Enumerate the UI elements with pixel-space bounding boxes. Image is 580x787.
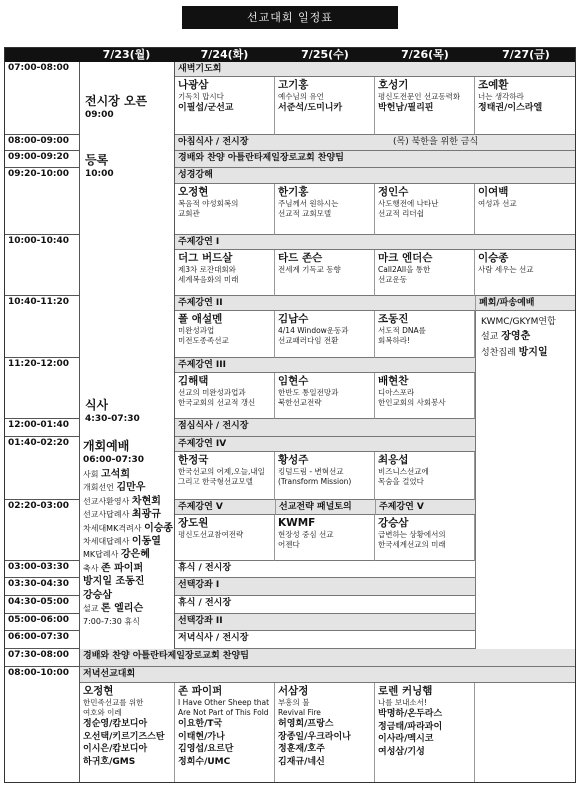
header-corner (5, 48, 79, 62)
rest-bar-2: 휴식 / 전시장 (175, 596, 475, 614)
keynote-5-bar: 주제강연 V (175, 500, 275, 515)
time-slot: 04:30-05:00 (5, 596, 79, 614)
session-title: 여성과 선교 (478, 199, 517, 208)
program-person: 고석희 (101, 469, 130, 480)
session-title: 평신도선교참여전략 (178, 530, 244, 539)
session-title: 현장성 중심 선교 어젠다 (278, 530, 334, 549)
speaker-name: 고기홍 (278, 79, 309, 91)
opening-program-list (83, 468, 173, 629)
keynote-3-session (275, 373, 375, 419)
closing-worship-bar: 폐회/파송예배 (475, 296, 576, 311)
program-person: 강은혜 (120, 549, 150, 561)
speaker-name: 김남수 (278, 313, 309, 325)
session-title: 비즈니스선교에 목숨을 걸었다 (378, 467, 429, 486)
evening-rally-bar: 저녁선교대회 (80, 667, 576, 683)
time-slot: 03:00-03:30 (5, 561, 79, 578)
dawn-prayer-bar: 새벽기도회 (175, 62, 576, 77)
program-line (83, 615, 173, 628)
program-role: 개회선언 (83, 483, 117, 493)
speaker-name: 임현수 (278, 375, 309, 387)
dawn-leader: 정태권/이스라엘 (478, 103, 543, 113)
missionary-speaker: 허영희/프랑스 (278, 719, 334, 729)
missionary-speaker: 이요한/T국 (178, 719, 223, 729)
speaker-name: 로렌 커닝햄 (378, 685, 433, 697)
schedule-grid (4, 47, 576, 783)
missionary-speaker: 정순영/캄보디아 (83, 719, 148, 729)
missionary-speaker: 오선택/키르기즈스탄 (83, 731, 165, 742)
session-title: 4/14 Window운동과 선교패러다임 전환 (278, 326, 349, 345)
meal-time: 4:30-07:30 (85, 414, 140, 424)
speaker-name: 마크 엔더슨 (378, 252, 433, 264)
speaker-name: 한기홍 (278, 186, 309, 198)
program-line (83, 495, 173, 508)
speaker-name: 호성기 (378, 79, 409, 91)
missionary-speaker: 이태현/가나 (178, 731, 225, 742)
dawn-session (175, 77, 275, 135)
program-role: 설교 (83, 604, 101, 614)
session-title: Call2All을 통한 선교운동 (378, 265, 431, 284)
speaker-name: 황성주 (278, 454, 309, 466)
breakfast-bar (175, 135, 576, 151)
column-divider (475, 311, 476, 649)
time-slot: 12:00-01:40 (5, 419, 79, 437)
program-person: 론 엘리슨 (101, 603, 144, 615)
strategy-panel-bar: 선교전략 패널토의 (275, 500, 375, 515)
keynote-5-session (175, 515, 275, 561)
lunch-bar: 점심식사 / 전시장 (175, 419, 475, 437)
speaker-name: 배현찬 (378, 375, 409, 387)
bible-session (175, 184, 275, 235)
speaker-name: 정인수 (378, 186, 409, 198)
session-title: 한국선교의 어제,오늘,내일 그리고 한국형선교모델 (178, 467, 265, 486)
program-role: 7:00-7:30 휴식 (83, 617, 140, 627)
speaker-name: 조동진 (378, 313, 409, 325)
program-role: 차세대MK격려사 (83, 523, 145, 533)
bible-exposition-bar: 성경강해 (175, 168, 576, 184)
keynote-3-bar: 주제강연 III (175, 358, 475, 373)
speaker-name: 서삼정 (278, 685, 309, 697)
dinner-bar: 저녁식사 / 전시장 (175, 631, 475, 649)
program-person: 존 파이퍼 (101, 562, 144, 574)
page-title: 선교대회 일정표 (182, 6, 398, 29)
missionary-speaker: 이시은/캄보디아 (83, 744, 148, 754)
session-title: 킹덤드림 - 변혁선교 (Transform Mission) (278, 467, 352, 486)
closing-preacher: 장영춘 (501, 331, 531, 342)
speaker-name: 이여백 (478, 186, 509, 198)
missionary-speaker: 정금태/파라과이 (378, 721, 443, 732)
time-slot: 07:00-08:00 (5, 62, 79, 135)
time-slot: 08:00-10:00 (5, 667, 79, 783)
bible-session (375, 184, 475, 235)
keynote-2-session (175, 311, 275, 358)
dawn-leader: 이필섭/군선교 (178, 103, 234, 113)
speaker-name: 최응섭 (378, 454, 409, 466)
time-slot: 03:30-04:30 (5, 578, 79, 596)
registration-title: 등록 (85, 153, 109, 167)
dawn-session (475, 77, 576, 135)
program-person: 차현회 (131, 495, 161, 507)
keynote-1-session (175, 250, 275, 296)
praise-bar: 경배와 찬양 아틀란타제일장로교회 찬양팀 (175, 151, 576, 168)
closing-communion-label: 성찬집례 (481, 348, 519, 358)
missionary-speaker: 김재규/네신 (278, 756, 325, 767)
missionary-speaker: 이사라/멕시코 (378, 734, 434, 744)
meal-title: 식사 (85, 398, 109, 412)
breakfast-label: 아침식사 / 전시장 (178, 137, 249, 147)
dawn-session (275, 77, 375, 135)
time-slot: 07:30-08:00 (5, 649, 79, 667)
keynote-1-session (375, 250, 475, 296)
missionary-speaker: 김영섭/요르단 (178, 744, 234, 754)
program-person: 방지일 조동진 (83, 576, 145, 588)
speaker-name: 장도원 (178, 517, 209, 529)
day-header-2: 7/24(화) (174, 48, 275, 62)
time-slot: 09:20-10:00 (5, 168, 79, 235)
keynote-2-session (275, 311, 375, 358)
program-role: 사회 (83, 470, 101, 479)
program-line (83, 589, 173, 602)
speaker-name: 타드 존슨 (278, 252, 323, 264)
missionary-speaker: 정희수/UMC (178, 756, 231, 767)
program-line (83, 481, 173, 494)
time-slot: 05:00-06:00 (5, 614, 79, 631)
speaker-name: 조예환 (478, 79, 509, 91)
speaker-name: KWMF (278, 517, 316, 529)
opening-worship-time: 06:00-07:30 (83, 455, 145, 465)
day-header-4: 7/26(목) (375, 48, 475, 62)
elective-2-bar: 선택강좌 II (175, 614, 475, 631)
keynote-5-session (375, 515, 475, 561)
evening-session (275, 683, 375, 783)
time-slot: 01:40-02:20 (5, 437, 79, 500)
program-line (83, 602, 173, 615)
missionary-speaker: 정훈재/호주 (278, 744, 325, 754)
session-title: 나를 보내소서! (378, 698, 427, 707)
keynote-2-bar: 주제강연 II (175, 296, 475, 311)
session-title: 미완성과업 미전도종족선교 (178, 326, 229, 345)
evening-session (80, 683, 175, 783)
program-line (83, 548, 173, 561)
evening-session (175, 683, 275, 783)
session-title: 서도적 DNA를 회복하라! (378, 326, 426, 345)
session-title: 평신도전문인 선교동력화 (378, 92, 461, 101)
program-line (83, 468, 173, 481)
time-slot: 10:40-11:20 (5, 296, 79, 358)
time-slot: 02:20-03:00 (5, 500, 79, 561)
keynote-5-session (275, 515, 375, 561)
program-person: 최광규 (131, 509, 161, 521)
keynote-4-bar: 주제강연 IV (175, 437, 475, 452)
registration-time: 10:00 (85, 169, 114, 179)
session-title: 너는 생각하라 (478, 92, 524, 101)
speaker-name: 한정국 (178, 454, 209, 466)
keynote-1-session (475, 250, 576, 296)
closing-worship-detail (481, 316, 576, 361)
opening-worship-title: 개회예배 (83, 439, 130, 453)
bible-session (275, 184, 375, 235)
speaker-name: 폴 애설멘 (178, 313, 223, 325)
session-title: 기독치 맙시다 (178, 92, 224, 101)
keynote-4-session (375, 452, 475, 500)
missionary-speaker: 박명하/온두라스 (378, 709, 443, 719)
dawn-leader: 박헌남/필리핀 (378, 103, 434, 113)
speaker-name: 오정현 (83, 685, 114, 697)
keynote-1-session (275, 250, 375, 296)
session-title: 디아스포라 한인교회의 사회봉사 (378, 388, 446, 407)
speaker-name: 김해택 (178, 375, 209, 387)
speaker-name: 오정현 (178, 186, 209, 198)
session-title: 사람 세우는 선교 (478, 265, 534, 274)
keynote-4-session (275, 452, 375, 500)
keynote-5b-bar: 주제강연 V (375, 500, 475, 515)
time-slot: 08:00-09:00 (5, 135, 79, 151)
dawn-leader: 서준석/도미니카 (278, 103, 343, 113)
session-title: 제3차 로잔대회와 세계복음화의 미래 (178, 265, 239, 284)
day-header-1: 7/23(월) (79, 48, 174, 62)
elective-1-bar: 선택강좌 I (175, 578, 475, 596)
missionary-speaker: 장종일/우크라이나 (278, 731, 351, 742)
session-title: 급변하는 상황에서의 한국세계선교의 미래 (378, 530, 446, 549)
rest-bar-1: 휴식 / 전시장 (175, 561, 475, 578)
program-line (83, 562, 173, 575)
program-role: 축사 (83, 563, 101, 573)
keynote-3-session (175, 373, 275, 419)
session-title: 한반도 통일전망과 북한선교전략 (278, 388, 339, 407)
program-person: 강승삼 (83, 589, 112, 601)
exhibit-open-title: 전시장 오픈 (85, 94, 148, 108)
speaker-name: 존 파이퍼 (178, 685, 223, 697)
session-title: 예수님의 유언 (278, 92, 324, 101)
program-role: 차세대답례사 (83, 537, 132, 547)
session-title: 선교의 미완성과업과 한국교회의 선교적 갱신 (178, 388, 256, 407)
keynote-2-session (375, 311, 475, 358)
program-person: 김만우 (116, 482, 146, 494)
program-line (83, 535, 173, 548)
session-title: 부흥의 불 Revival Fire (278, 698, 321, 717)
time-slot: 06:00-07:30 (5, 631, 79, 649)
day-header-5: 7/27(금) (475, 48, 576, 62)
closing-communion-leader: 방지일 (518, 347, 548, 358)
praise-bar-evening: 경배와 찬양 아틀란타제일장로교회 찬양팀 (80, 649, 576, 667)
speaker-name: 나광삼 (178, 79, 209, 91)
evening-session (375, 683, 475, 783)
keynote-3-session (375, 373, 475, 419)
time-slot: 11:20-12:00 (5, 358, 79, 419)
day-header-3: 7/25(수) (275, 48, 375, 62)
speaker-name: 더그 버드살 (178, 252, 233, 264)
exhibit-open-time: 09:00 (85, 110, 114, 120)
session-title: 주님께서 원하시는 선교적 교회모델 (278, 199, 339, 218)
program-line (83, 575, 173, 588)
program-line (83, 508, 173, 521)
session-title: I Have Other Sheep that Are Not Part of This Fold (178, 698, 270, 717)
program-line (83, 522, 173, 535)
program-person: 이동열 (131, 536, 161, 548)
missionary-speaker: 하귀호/GMS (83, 756, 136, 767)
speaker-name: 강승삼 (378, 517, 409, 529)
closing-line-1: KWMC/GKYM연합 (481, 317, 556, 327)
missionary-speaker: 여성삼/기성 (378, 746, 425, 757)
program-role: 선교사답례사 (83, 510, 132, 520)
north-korea-fast-label: (목) 북한을 위한 금식 (393, 137, 479, 147)
session-title: 사도행전에 나타난 선교적 리더쉽 (378, 199, 439, 218)
time-slot: 10:00-10:40 (5, 235, 79, 296)
dawn-session (375, 77, 475, 135)
keynote-1-bar: 주제강연 I (175, 235, 576, 250)
session-title: 전세계 기독교 동향 (278, 265, 341, 274)
program-role: MK답례사 (83, 550, 121, 560)
program-person: 이승종 (144, 522, 173, 534)
closing-preach-label: 설교 (481, 332, 502, 342)
keynote-4-session (175, 452, 275, 500)
bible-session (475, 184, 576, 235)
session-title: 복음적 야성회복의 교회관 (178, 199, 239, 218)
time-slot: 09:00-09:20 (5, 151, 79, 168)
program-role: 선교사환영사 (83, 496, 132, 506)
speaker-name: 이승종 (478, 252, 509, 264)
session-title: 한민족선교를 위한 여호와 이레 (83, 698, 144, 717)
